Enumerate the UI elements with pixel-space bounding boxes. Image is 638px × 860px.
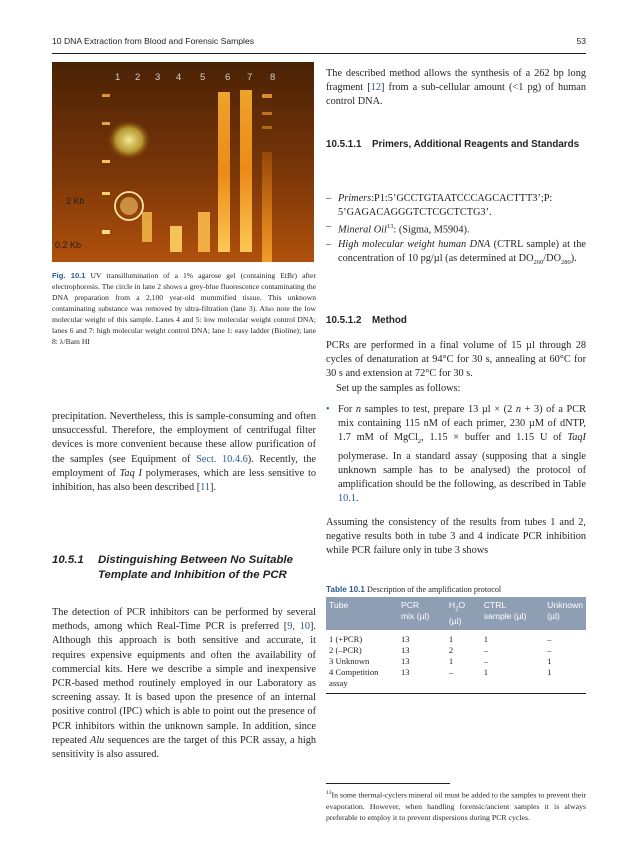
protocol-table xyxy=(326,597,586,694)
footnote: $^{13}$In some thermal-cyclers mineral oil must be added to the samples to prevent their evaporation. However, when handling forensic/ancient samples it is always preferable to employ it to prevent dispersions during PCR cycles. xyxy=(326,790,586,822)
list-item: • For n samples to test, prepare 13 µl × (2 n + 3) of a PCR mix containing 115 nM of each primer, 230 µM of dNTP, 1.7 mM of MgCl$_2$, 1.15 × buffer and 1.15 U of TaqI polymerase. In a standard assay (supposing that a single unknown sample has to be analysed) the protocol of amplification should be the following, as described in Table 10.1. xyxy=(326,404,586,505)
table-row: 2 (–PCR) 13 2 – – xyxy=(329,644,552,655)
table-caption: Table 10.1 Description of the amplification protocol xyxy=(326,585,502,594)
header-rule xyxy=(52,53,586,54)
left-paragraph-1: precipitation. Nevertheless, this is sample-consuming and often unsuccessful. Therefore, the employment of centrifugal filter devices is more convenient because these allow purification of the samples (see Equipment of Sect. 10.4.6). Recently, the employment of Taq I polymerases, which are less sensitive to inhibition, has also been described [11]. xyxy=(52,411,317,494)
lane-label: 8 xyxy=(270,72,276,83)
right-paragraph-2: PCRs are performed in a final volume of 15 µl through 28 cycles of denaturation at 94°C for 30 s, annealing at 60°C for 30 s and extension at 72°C for 30 s. Set up the samples as follows: xyxy=(326,340,586,394)
right-paragraph-3: Assuming the consistency of the results from tubes 1 and 2, negative results both in tube 3 and 4 indicate PCR inhibition while PCR failure only in tube 3 shows xyxy=(326,517,586,557)
lane-label: 4 xyxy=(176,72,182,83)
section-heading xyxy=(52,553,316,583)
citation-link[interactable]: 11 xyxy=(200,482,211,494)
lane-label: 5 xyxy=(200,72,206,83)
figure-caption xyxy=(52,270,316,347)
section-title: Distinguishing Between No Suitable Template and Inhibition of the PCR xyxy=(98,554,293,581)
subsection-heading-1 xyxy=(326,138,586,152)
section-number: 10.5.1 xyxy=(52,554,84,566)
lane-label: 7 xyxy=(247,72,253,83)
gel-photo xyxy=(52,62,314,262)
subsection-number: 10.5.1.1 xyxy=(326,139,362,150)
table-row: 1 (+PCR) 13 1 1 – xyxy=(329,633,552,644)
citation-link[interactable]: 12 xyxy=(370,82,381,94)
table-row: 4 Competition assay 13 – 1 1 xyxy=(326,667,586,694)
subsection-title: Primers, Additional Reagents and Standards xyxy=(372,139,580,150)
list-item: – Primers:P1:5’GCCTGTAATCCCAGCACTTT3’;P: 5’GAGACAGGGTCTCGCTCTG3’. xyxy=(326,193,553,219)
table-header: Tube xyxy=(326,597,398,630)
lane-label: 2 xyxy=(135,72,141,83)
table-row: 3 Unknown 13 1 – 1 xyxy=(329,655,552,666)
reagent-list xyxy=(326,192,586,270)
lane-label: 6 xyxy=(225,72,231,83)
table-link[interactable]: 10.1 xyxy=(338,493,357,505)
list-item: – High molecular weight human DNA (CTRL sample) at the concentration of 10 pg/µl (as determined at $DO_{260}/DO_{280}$). xyxy=(326,239,586,267)
running-header: 10 DNA Extraction from Blood and Forensic Samples xyxy=(52,36,255,46)
caption-label: Fig. 10.1 xyxy=(52,271,86,280)
footnote-rule xyxy=(326,783,450,784)
table-header: PCR mix (µl) xyxy=(398,597,446,630)
gel-figure xyxy=(52,62,314,262)
table-header: CTRL sample (µl) xyxy=(481,597,544,630)
marker-2kb: 2 Kb xyxy=(66,196,85,206)
marker-0-2kb: 0.2 Kb xyxy=(55,240,82,250)
lane-label: 3 xyxy=(155,72,161,83)
table-header: $H_2O$ (µl) xyxy=(446,597,481,630)
page-number: 53 xyxy=(576,36,586,46)
table-header: Unknown (µl) xyxy=(544,597,586,630)
setup-bullet xyxy=(326,403,586,506)
caption-text: UV transillumination of a 1% agarose gel (containing EtBr) after electrophoresis. The circle in lane 2 shows a grey-blue fluorescence contaminating the DNA preparation from a 2,100 year-old mummified tissue. This unknown contaminating substance was removed by ultra-filtration (lane 3). Also note the low molecular weight of this sample. Lanes 4 and 5: low molecular weight control DNA; lanes 6 and 7: high molecular weight control DNA; lane 1: easy ladder (Bioline); lane 8: λ/Bam HI xyxy=(52,271,316,346)
subsection-title: Method xyxy=(372,315,407,326)
list-item: – Mineral Oil$^{13}$: (Sigma, M5904). xyxy=(326,221,470,236)
right-paragraph-1: The described method allows the synthesis of a 262 bp long fragment [12] from a sub-cellular amount (<1 pg) of human control DNA. xyxy=(326,68,587,108)
subsection-number: 10.5.1.2 xyxy=(326,315,362,326)
subsection-heading-2 xyxy=(326,314,586,328)
section-link[interactable]: Sect. 10.4.6 xyxy=(196,453,248,465)
citation-link[interactable]: 9, 10 xyxy=(287,621,310,633)
left-paragraph-2: The detection of PCR inhibitors can be performed by several methods, among which Real-Time PCR is preferred [9, 10]. Although this approach is both sensitive and accurate, it requires expensive equipments and often the availability of commercial kits. Here we describe a simple and inexpensive PCR-based method routinely employed in our Laboratory as screening assay. It is based upon the presence of an internal positive control (IPC) which is able to point out the presence of PCR inhibitors within the unknown sample. In addition, since repeated Alu sequences are the target of this PCR assay, a high sensitivity is also assured. xyxy=(52,607,317,761)
lane-label: 1 xyxy=(115,72,121,83)
